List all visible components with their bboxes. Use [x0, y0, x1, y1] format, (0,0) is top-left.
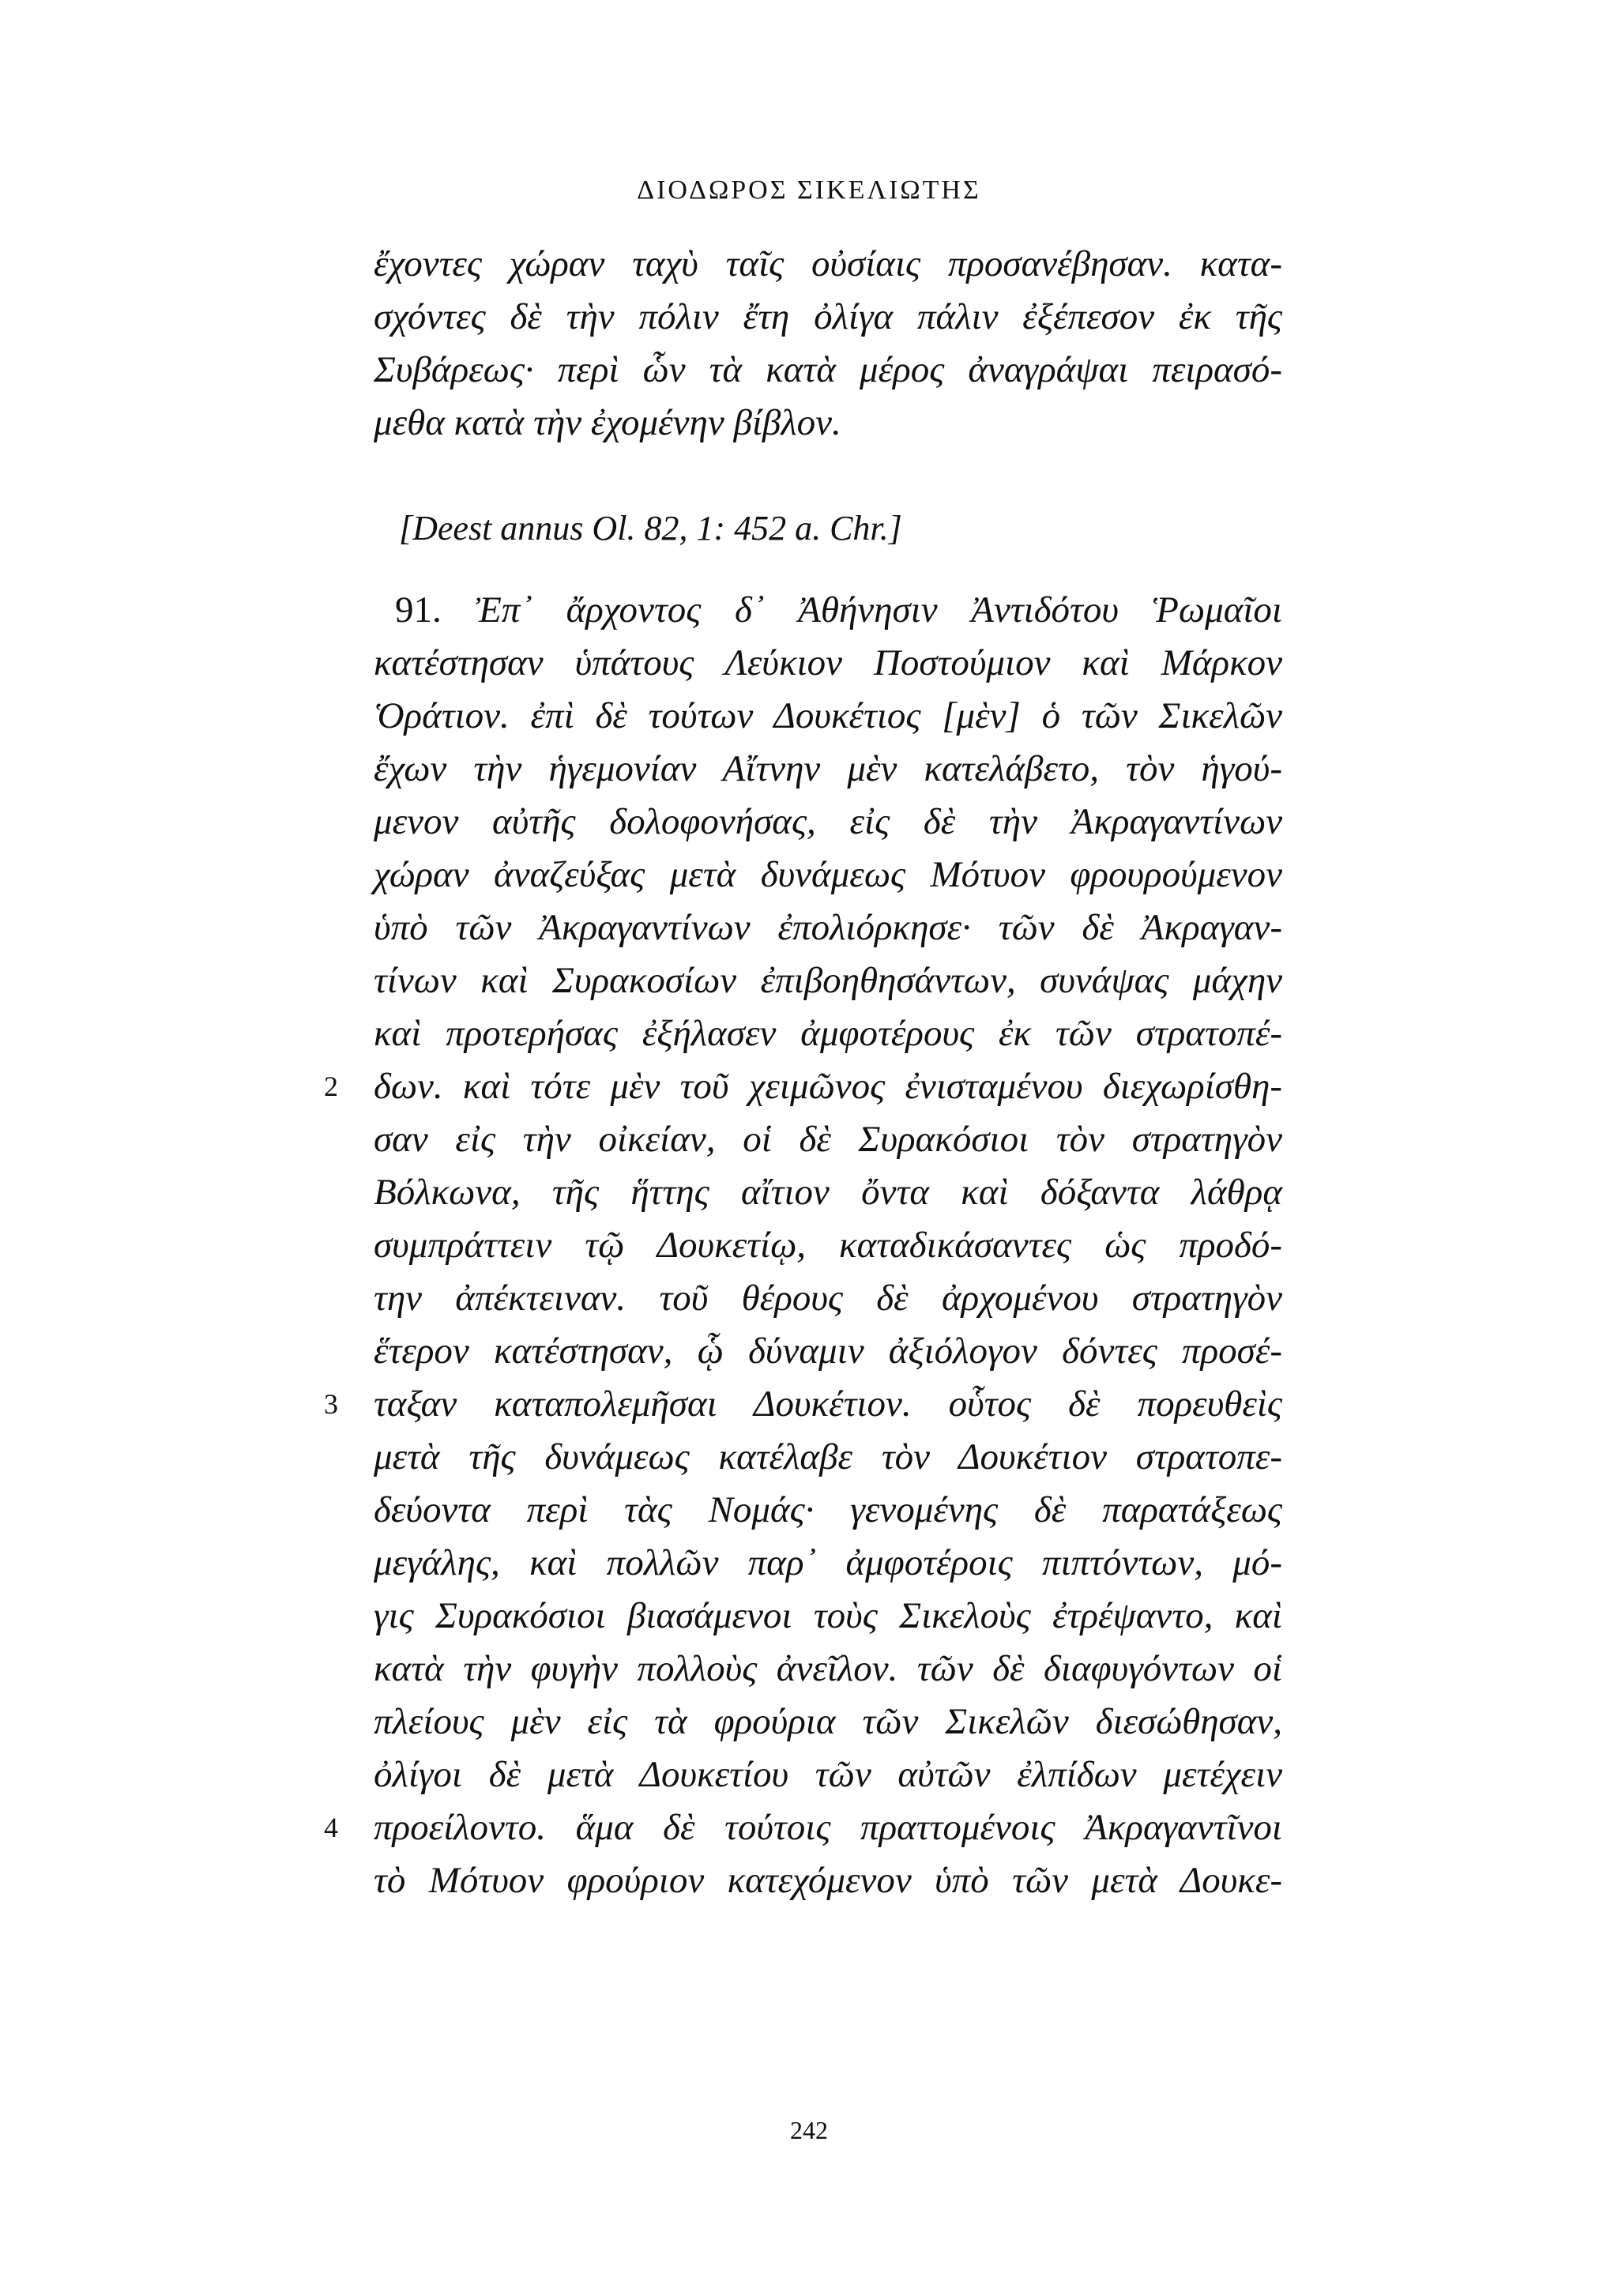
margin-section-number: 3	[324, 1388, 338, 1420]
section-first-line-text: Ἐπ᾽ ἄρχοντος δ᾽ Ἀθήνησιν Ἀντιδότου Ῥωμαῖοι	[475, 589, 1282, 630]
text-line: ὑπὸ τῶν Ἀκραγαντίνων ἐπολιόρκησε· τῶν δὲ Ἀκραγαν-	[374, 907, 1282, 948]
text-line: σαν εἰς τὴν οἰκείαν, οἱ δὲ Συρακόσιοι τὸν στρατηγὸν	[374, 1119, 1282, 1160]
text-line: χώραν ἀναζεύξας μετὰ δυνάμεως Μότυον φρουρούμενον	[374, 854, 1282, 895]
text-line: μενον αὐτῆς δολοφονήσας, εἰς δὲ τὴν Ἀκραγαντίνων	[374, 801, 1282, 842]
section-number: 91.	[395, 589, 442, 630]
text-line: την ἀπέκτειναν. τοῦ θέρους δὲ ἀρχομένου στρατηγὸν	[374, 1278, 1282, 1319]
page-number: 242	[790, 2116, 828, 2144]
text-line: πλείους μὲν εἰς τὰ φρούρια τῶν Σικελῶν διεσώθησαν,	[374, 1701, 1282, 1742]
text-line: Ὁράτιον. ἐπὶ δὲ τούτων Δουκέτιος [μὲν] ὁ τῶν Σικελῶν	[374, 695, 1282, 736]
running-head: ΔΙΟΔΩΡΟΣ ΣΙΚΕΛΙΩΤΗΣ	[637, 175, 981, 205]
text-line: ἕτερον κατέστησαν, ᾧ δύναμιν ἀξιόλογον δόντες προσέ-	[374, 1331, 1282, 1372]
margin-section-number: 4	[324, 1812, 338, 1843]
text-line: κατέστησαν ὑπάτους Λεύκιον Ποστούμιον καὶ Μάρκον	[374, 642, 1282, 683]
text-line: ἔχων τὴν ἡγεμονίαν Αἴτνην μὲν κατελάβετο, τὸν ἡγού-	[374, 748, 1282, 789]
text-line: ἔχοντες χώραν ταχὺ ταῖς οὐσίαις προσανέβησαν. κατα-	[374, 243, 1282, 284]
margin-section-number: 2	[324, 1071, 338, 1102]
text-line: Βόλκωνα, τῆς ἥττης αἴτιον ὄντα καὶ δόξαντα λάθρᾳ	[374, 1172, 1282, 1213]
text-line: μετὰ τῆς δυνάμεως κατέλαβε τὸν Δουκέτιον στρατοπε-	[374, 1436, 1282, 1477]
text-line: Συβάρεως· περὶ ὧν τὰ κατὰ μέρος ἀναγράψαι πειρασό-	[374, 349, 1282, 390]
text-line: ὀλίγοι δὲ μετὰ Δουκετίου τῶν αὐτῶν ἐλπίδων μετέχειν	[374, 1754, 1282, 1795]
section-first-line	[395, 585, 1282, 634]
text-line: γις Συρακόσιοι βιασάμενοι τοὺς Σικελοὺς ἐτρέψαντο, καὶ	[374, 1595, 1282, 1636]
text-line: τίνων καὶ Συρακοσίων ἐπιβοηθησάντων, συνάψας μάχην	[374, 960, 1282, 1001]
text-line: τὸ Μότυον φρούριον κατεχόμενον ὑπὸ τῶν μετὰ Δουκε-	[374, 1860, 1282, 1901]
text-line: δεύοντα περὶ τὰς Νομάς· γενομένης δὲ παρατάξεως	[374, 1489, 1282, 1530]
text-line: μεγάλης, καὶ πολλῶν παρ᾽ ἀμφοτέροις πιπτόντων, μό-	[374, 1542, 1282, 1583]
text-line: κατὰ τὴν φυγὴν πολλοὺς ἀνεῖλον. τῶν δὲ διαφυγόντων οἱ	[374, 1648, 1282, 1689]
text-line: δων. καὶ τότε μὲν τοῦ χειμῶνος ἐνισταμένου διεχωρίσθη-	[374, 1066, 1282, 1107]
text-line: μεθα κατὰ τὴν ἐχομένην βίβλον.	[374, 402, 841, 443]
text-line: σχόντες δὲ τὴν πόλιν ἔτη ὀλίγα πάλιν ἐξέπεσον ἐκ τῆς	[374, 296, 1282, 337]
text-line: ταξαν καταπολεμῆσαι Δουκέτιον. οὗτος δὲ πορευθεὶς	[374, 1383, 1282, 1425]
deest-note: [Deest annus Ol. 82, 1: 452 a. Chr.]	[399, 509, 902, 548]
text-line: συμπράττειν τῷ Δουκετίῳ, καταδικάσαντες ὡς προδό-	[374, 1225, 1282, 1266]
text-line: καὶ προτερήσας ἐξήλασεν ἀμφοτέρους ἐκ τῶν στρατοπέ-	[374, 1013, 1282, 1054]
text-line: προείλοντο. ἅμα δὲ τούτοις πραττομένοις Ἀκραγαντῖνοι	[374, 1807, 1282, 1848]
